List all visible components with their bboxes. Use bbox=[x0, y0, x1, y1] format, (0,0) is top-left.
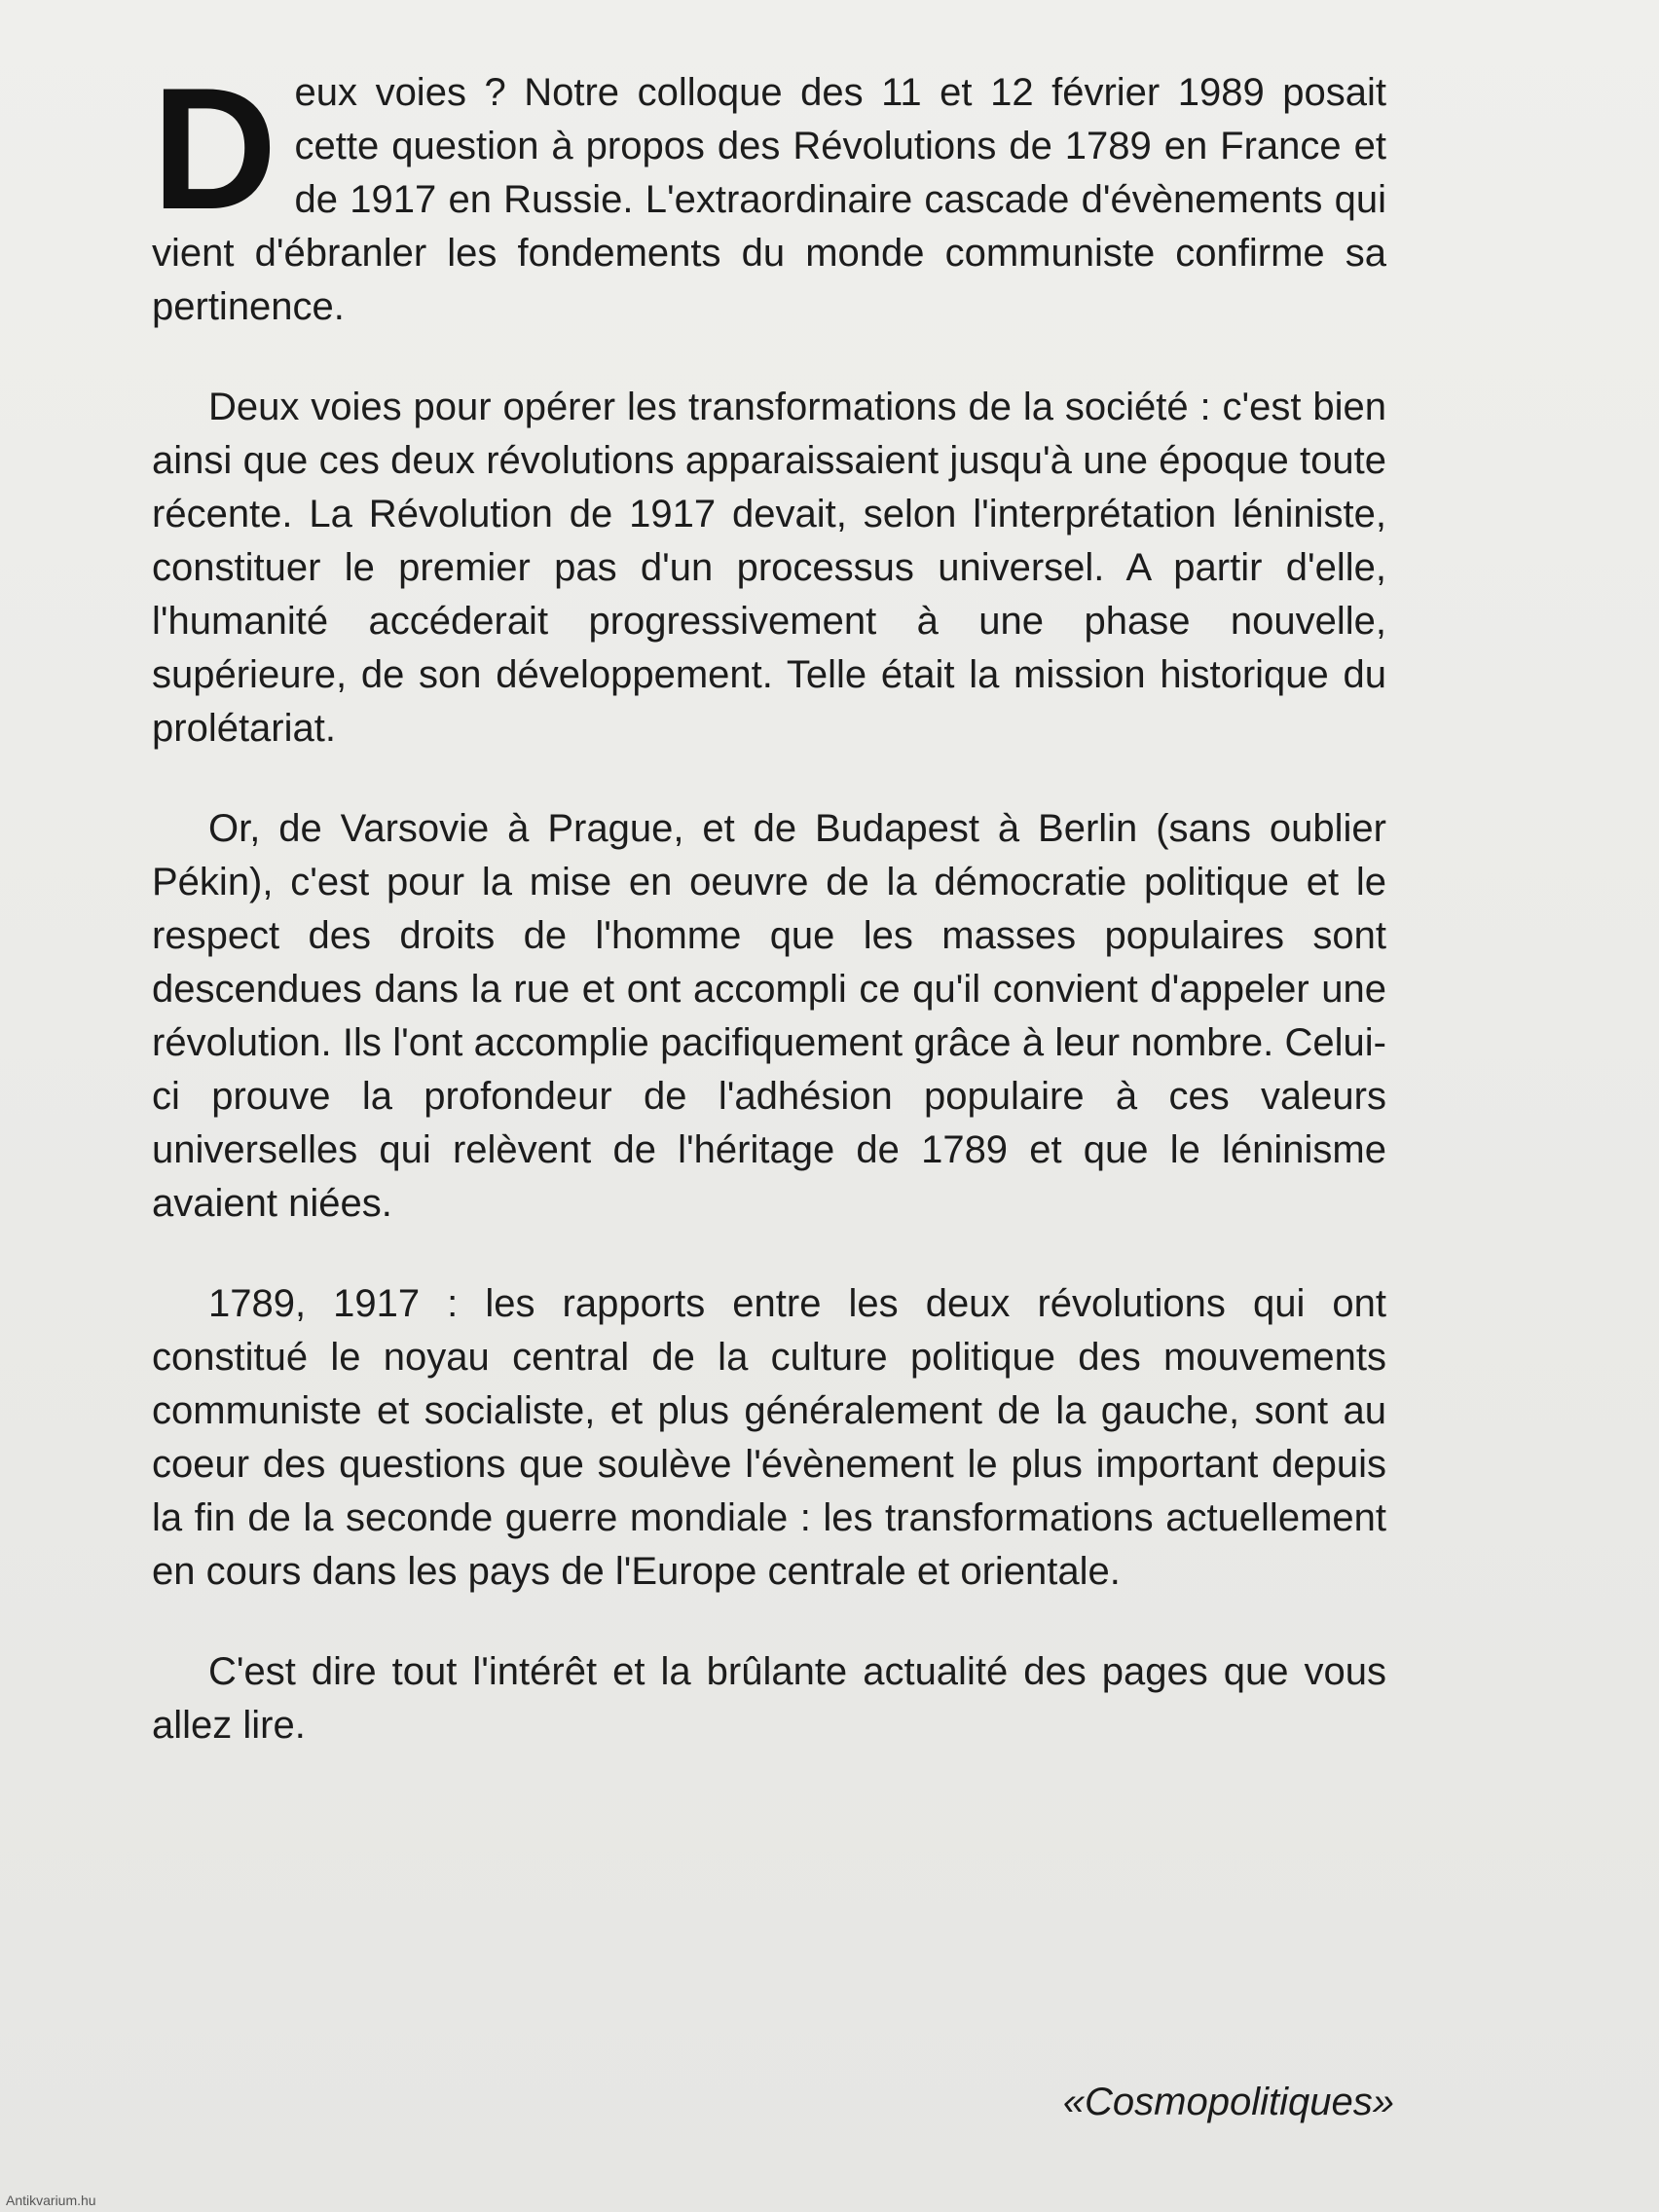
watermark-credit: Antikvarium.hu bbox=[6, 2193, 96, 2208]
paragraph-1-text: eux voies ? Notre colloque des 11 et 12 février 1989 posait cette question à propos des Révolutions de 1789 en France et de 1917 en Russie. L'extraordinaire cascade d'évènements qui vient d'ébranler les fondements du monde communiste confirme sa pertinence. bbox=[152, 71, 1386, 328]
signature: «Cosmopolitiques» bbox=[1062, 2081, 1394, 2123]
paragraph-3: Or, de Varsovie à Prague, et de Budapest à Berlin (sans oublier Pékin), c'est pour la mise en oeuvre de la démocratie politique et le respect des droits de l'homme que les masses populaires sont descendues dans la rue et ont accompli ce qu'il convient d'appeler une révolution. Ils l'ont accomplie pacifiquement grâce à leur nombre. Celui-ci prouve la profondeur de l'adhésion populaire à ces valeurs universelles qui relèvent de l'héritage de 1789 et que le léninisme avaient niées. bbox=[152, 807, 1386, 1225]
paragraph-4: 1789, 1917 : les rapports entre les deux révolutions qui ont constitué le noyau central de la culture politique des mouvements communiste et socialiste, et plus généralement de la gauche, sont au coeur des questions que soulève l'évènement le plus important depuis la fin de la seconde guerre mondiale : les transformations actuellement en cours dans les pays de l'Europe centrale et orientale. bbox=[152, 1282, 1386, 1593]
paragraph-2: Deux voies pour opérer les transformations de la société : c'est bien ainsi que ces deux révolutions apparaissaient jusqu'à une époque toute récente. La Révolution de 1917 devait, selon l'interprétation léniniste, constituer le premier pas d'un processus universel. A partir d'elle, l'humanité accéderait progressivement à une phase nouvelle, supérieure, de son développement. Telle était la mission historique du prolétariat. bbox=[152, 386, 1386, 750]
paragraph-1 bbox=[152, 52, 1386, 334]
paragraph-5: C'est dire tout l'intérêt et la brûlante actualité des pages que vous allez lire. bbox=[152, 1650, 1386, 1747]
drop-cap: D bbox=[152, 52, 274, 245]
article-body bbox=[152, 52, 1386, 1752]
